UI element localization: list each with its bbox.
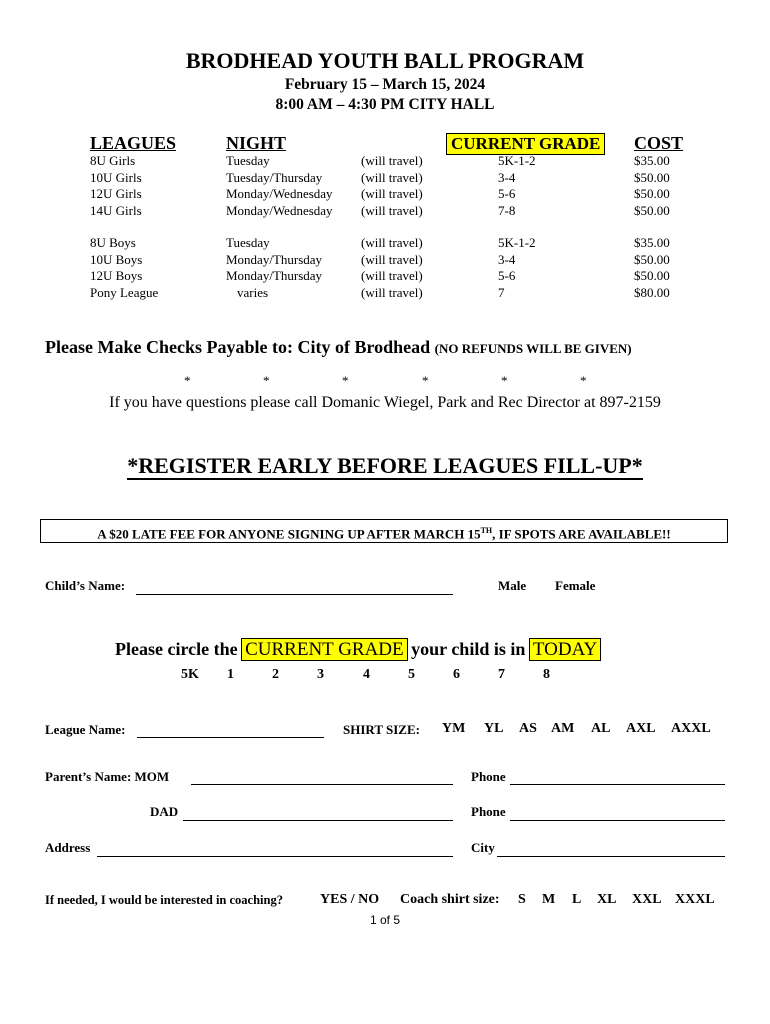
mom-phone-field[interactable]	[510, 784, 725, 785]
coach-shirt-label: Coach shirt size:	[400, 892, 500, 907]
page-number: 1 of 5	[369, 913, 401, 927]
shirt-size-option[interactable]: AM	[551, 721, 575, 736]
league-grade: 5-6	[498, 268, 516, 283]
league-name: 10U Girls	[90, 169, 142, 185]
league-travel: (will travel)	[361, 284, 423, 300]
league-cost: $80.00	[634, 284, 670, 300]
circle-grade-instruction	[115, 637, 600, 662]
coach-shirt-option[interactable]: XL	[597, 892, 617, 907]
league-travel: (will travel)	[361, 186, 423, 201]
league-name-label: League Name:	[45, 722, 126, 737]
shirt-size-option[interactable]: AXL	[626, 721, 656, 736]
league-name: 8U Boys	[90, 235, 136, 250]
league-name: 8U Girls	[90, 153, 136, 168]
league-night: Tuesday	[226, 153, 270, 168]
late-fee-sup: TH	[480, 526, 493, 535]
league-cost: $50.00	[634, 251, 670, 267]
grade-option[interactable]: 2	[272, 667, 279, 682]
leagues-header: LEAGUES	[90, 133, 177, 153]
league-travel: (will travel)	[361, 268, 423, 283]
grade-option[interactable]: 7	[498, 667, 505, 682]
coach-shirt-option[interactable]: M	[542, 892, 556, 907]
league-travel: (will travel)	[361, 251, 423, 267]
shirt-size-label: SHIRT SIZE:	[343, 722, 420, 737]
star-mark: *	[263, 373, 270, 388]
register-early-text: *REGISTER EARLY BEFORE LEAGUES FILL-UP*	[127, 453, 643, 478]
register-early-banner	[0, 453, 770, 479]
dad-phone-label: Phone	[471, 804, 506, 819]
league-night: Monday/Wednesday	[226, 186, 333, 201]
league-night: Monday/Wednesday	[226, 202, 333, 218]
mom-name-field[interactable]	[191, 784, 453, 785]
address-label: Address	[45, 840, 91, 855]
payment-text: Please Make Checks Payable to: City of Brodhead	[45, 337, 431, 357]
dad-name-field[interactable]	[183, 820, 453, 821]
shirt-size-option[interactable]: YM	[442, 721, 466, 736]
grade-option[interactable]: 1	[227, 667, 234, 682]
city-field[interactable]	[497, 856, 725, 857]
league-grade: 5K-1-2	[498, 153, 536, 168]
league-night: Tuesday	[226, 235, 270, 250]
star-mark: *	[501, 373, 508, 388]
dad-label: DAD	[150, 804, 179, 819]
league-night: Monday/Thursday	[226, 268, 323, 283]
late-fee-text-end: , IF SPOTS ARE AVAILABLE!!	[492, 526, 671, 542]
league-grade: 7-8	[498, 202, 516, 218]
league-night: Tuesday/Thursday	[226, 169, 323, 185]
league-name: 14U Girls	[90, 202, 142, 218]
league-grade: 7	[498, 284, 505, 300]
no-refunds-note: (NO REFUNDS WILL BE GIVEN)	[434, 341, 632, 356]
league-cost: $50.00	[634, 268, 670, 283]
circle-prefix: Please circle the	[115, 639, 238, 659]
grade-option[interactable]: 8	[543, 667, 550, 682]
star-mark: *	[422, 373, 429, 388]
child-name-field[interactable]	[136, 594, 453, 595]
night-header: NIGHT	[226, 133, 287, 153]
circle-today: TODAY	[530, 639, 600, 660]
league-name: 12U Boys	[90, 268, 143, 283]
shirt-size-option[interactable]: AS	[519, 721, 537, 736]
coach-shirt-option[interactable]: XXL	[632, 892, 662, 907]
mom-phone-label: Phone	[471, 769, 506, 784]
coach-shirt-option[interactable]: S	[518, 892, 526, 907]
star-mark: *	[580, 373, 587, 388]
shirt-size-option[interactable]: YL	[484, 721, 504, 736]
league-travel: (will travel)	[361, 202, 423, 218]
league-night: varies	[237, 284, 269, 300]
questions-contact: If you have questions please call Domanic Wiegel, Park and Rec Director at 897-2159	[109, 394, 661, 411]
current-grade-header: CURRENT GRADE	[446, 133, 605, 155]
league-cost: $50.00	[634, 186, 670, 201]
league-travel: (will travel)	[361, 153, 423, 168]
coach-shirt-option[interactable]: XXXL	[675, 892, 715, 907]
league-name: Pony League	[90, 284, 159, 300]
late-fee-box	[40, 519, 728, 543]
child-name-label: Child’s Name:	[45, 578, 126, 593]
late-fee-text: A $20 LATE FEE FOR ANYONE SIGNING UP AFTER MARCH 15	[97, 526, 481, 542]
grade-option[interactable]: 5K	[181, 667, 199, 682]
shirt-size-option[interactable]: AL	[591, 721, 611, 736]
league-grade: 5-6	[498, 186, 516, 201]
cost-header: COST	[634, 133, 684, 153]
shirt-size-option[interactable]: AXXL	[671, 721, 711, 736]
league-grade: 3-4	[498, 251, 516, 267]
circle-current-grade: CURRENT GRADE	[242, 639, 407, 660]
star-mark: *	[342, 373, 349, 388]
league-cost: $50.00	[634, 169, 670, 185]
coach-question: If needed, I would be interested in coaching?	[45, 893, 283, 907]
male-option[interactable]: Male	[498, 578, 527, 593]
grade-option[interactable]: 4	[363, 667, 370, 682]
coach-shirt-option[interactable]: L	[572, 892, 582, 907]
grade-option[interactable]: 3	[317, 667, 324, 682]
league-name-field[interactable]	[137, 737, 324, 738]
address-field[interactable]	[97, 856, 453, 857]
league-grade: 5K-1-2	[498, 235, 536, 250]
female-option[interactable]: Female	[555, 578, 596, 593]
star-mark: *	[184, 373, 191, 388]
league-cost: $35.00	[634, 235, 670, 250]
league-name: 10U Boys	[90, 251, 143, 267]
coach-yes-no[interactable]: YES / NO	[320, 892, 380, 907]
payment-line	[45, 337, 632, 358]
grade-option[interactable]: 6	[453, 667, 460, 682]
city-label: City	[471, 840, 495, 855]
league-night: Monday/Thursday	[226, 251, 323, 267]
league-cost: $50.00	[634, 202, 670, 218]
program-dates: February 15 – March 15, 2024	[284, 76, 486, 93]
league-grade: 3-4	[498, 169, 516, 185]
page-title: BRODHEAD YOUTH BALL PROGRAM	[185, 48, 585, 73]
league-travel: (will travel)	[361, 235, 423, 250]
league-cost: $35.00	[634, 153, 670, 168]
program-time-place: 8:00 AM – 4:30 PM CITY HALL	[275, 96, 495, 113]
league-name: 12U Girls	[90, 186, 142, 201]
parent-mom-label: Parent’s Name: MOM	[45, 769, 170, 784]
league-travel: (will travel)	[361, 169, 423, 185]
grade-option[interactable]: 5	[408, 667, 415, 682]
dad-phone-field[interactable]	[510, 820, 725, 821]
circle-mid: your child is in	[411, 639, 526, 659]
